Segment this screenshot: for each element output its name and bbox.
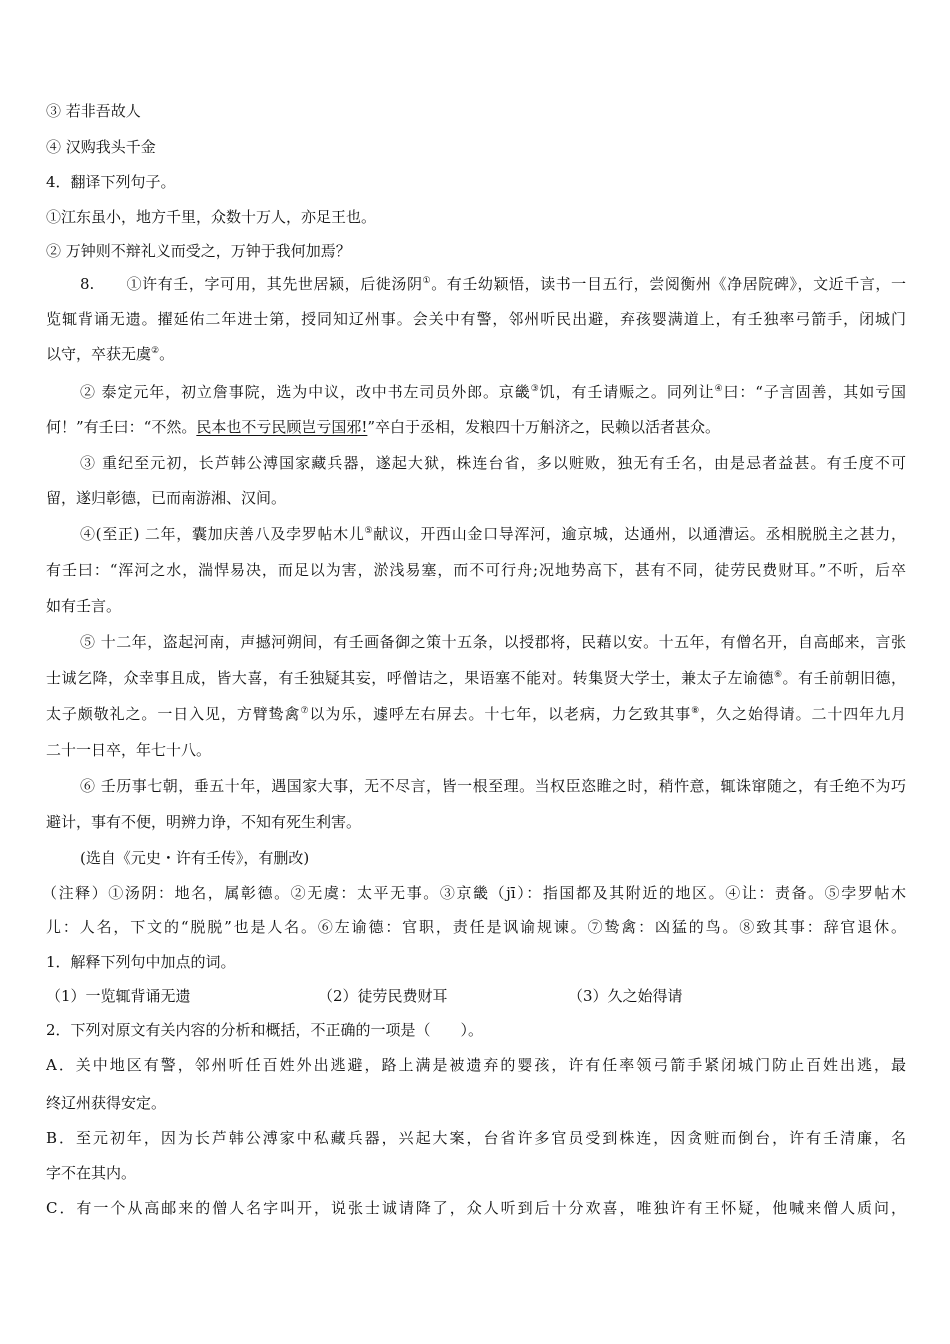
footnote-ref: ⑥ bbox=[773, 670, 783, 680]
passage-p5-line2: 士诚乞降，众幸事且成，皆大喜，有壬独疑其妄，呼僧诘之，果语塞不能对。转集贤大学士，兼太子左谕德⑥。有壬前朝旧德， bbox=[46, 669, 906, 687]
passage-p3-line2: 留，遂归彰德，已而南游湘、汉间。 bbox=[46, 489, 287, 507]
choice-c-line1: C．有一个从高邮来的僧人名字叫开，说张士诚请降了，众人听到后十分欢喜，唯独许有王怀疑，他喊来僧人质问， bbox=[46, 1199, 906, 1217]
footnote-ref: ⑤ bbox=[364, 526, 374, 536]
passage-p1-line1: 8. ①许有壬，字可用，其先世居颍，后徙汤阴①。有壬幼颖悟，读书一目五行，尝阅衡州《净居院碑》，文近千言，一 bbox=[46, 274, 906, 294]
notes-line1: （注释）①汤阴：地名，属彰德。②无虞：太平无事。③京畿（jī）：指国都及其附近的地区。④让：责备。⑤孛罗帖木 bbox=[42, 884, 906, 902]
passage-p2-line1: ② 泰定元年，初立詹事院，选为中议，改中书左司员外郎。京畿③饥，有壬请赈之。同列让④曰：“子言固善，其如亏国 bbox=[80, 383, 906, 401]
notes-line2: 儿：人名，下文的“脱脱”也是人名。⑥左谕德：官职，责任是讽谕规谏。⑦鸷禽：凶猛的鸟。⑧致其事：辞官退休。 bbox=[46, 918, 906, 936]
prev-item-3: ③ 若非吾故人 bbox=[46, 102, 141, 120]
prev-item-4: ④ 汉购我头千金 bbox=[46, 138, 156, 156]
passage-p5-line1: ⑤ 十二年，盗起河南，声撼河朔间，有壬画备御之策十五条，以授郡将，民藉以安。十五年，有僧名开，自高邮来，言张 bbox=[80, 633, 906, 651]
question-4-heading: 4．翻译下列句子。 bbox=[46, 173, 176, 191]
choice-a-line1: A．关中地区有警，邻州听任百姓外出逃避，路上满是被遗弃的婴孩，许有任率领弓箭手紧闭城门防止百姓出逃，最 bbox=[46, 1056, 906, 1074]
passage-p2-line2: 何！”有壬曰：“不然。民本也不亏民顾岂亏国邪!”卒白于丞相，发粮四十万斛济之，民赖以活者甚众。 bbox=[46, 418, 721, 436]
passage-p1-line2: 览辄背诵无遗。擢延佑二年进士第，授同知辽州事。会关中有警，邻州听民出避，弃孩婴满道上，有壬独率弓箭手，闭城门 bbox=[46, 310, 906, 328]
question-4-sentence-1: ①江东虽小，地方千里，众数十万人，亦足王也。 bbox=[46, 208, 377, 226]
footnote-ref: ④ bbox=[714, 384, 724, 394]
question-1-option-1: （1）一览辄背诵无遗 bbox=[46, 987, 191, 1005]
footnote-ref: ③ bbox=[530, 384, 540, 394]
footnote-ref: ⑦ bbox=[300, 706, 310, 716]
passage-number: 8. bbox=[80, 275, 95, 293]
footnote-ref: ⑧ bbox=[691, 706, 701, 716]
passage-p5-line4: 二十一日卒，年七十八。 bbox=[46, 741, 212, 759]
footnote-ref: ① bbox=[422, 276, 432, 286]
choice-a-line2: 终辽州获得安定。 bbox=[46, 1094, 167, 1112]
passage-source: (选自《元史・许有壬传》，有删改) bbox=[80, 849, 310, 867]
passage-p1-line3: 以守，卒获无虞②。 bbox=[46, 345, 175, 363]
passage-p4-line3: 如有壬言。 bbox=[46, 597, 122, 615]
choice-b-line2: 字不在其内。 bbox=[46, 1164, 137, 1182]
passage-p3-line1: ③ 重纪至元初，长芦韩公溥国家藏兵器，遂起大狱，株连台省，多以赃败，独无有壬名，由是忌者益甚。有壬度不可 bbox=[80, 454, 906, 472]
question-2-heading: 2．下列对原文有关内容的分析和概括，不正确的一项是（ ）。 bbox=[46, 1021, 484, 1039]
question-1-option-3: （3）久之始得请 bbox=[568, 987, 683, 1005]
question-1-heading: 1．解释下列句中加点的词。 bbox=[46, 953, 236, 971]
passage-p5-line3: 太子颇敬礼之。一日入见，方臂鸷禽⑦以为乐，遽呼左右屏去。十七年，以老病，力乞致其事⑧，久之始得请。二十四年九月 bbox=[46, 705, 906, 723]
passage-p6-line2: 避计，事有不便，明辨力诤，不知有死生利害。 bbox=[46, 813, 362, 831]
passage-p4-line2: 有壬曰：“浑河之水，湍悍易决，而足以为害，淤浅易塞，而不可行舟;况地势高下，甚有不同，徒劳民费财耳。”不听，后卒 bbox=[46, 561, 906, 579]
passage-p6-line1: ⑥ 壬历事七朝，垂五十年，遇国家大事，无不尽言，皆一根至理。当权臣恣睢之时，稍忤意，辄诛窜随之，有壬绝不为巧 bbox=[80, 777, 906, 795]
choice-b-line1: B．至元初年，因为长芦韩公溥家中私藏兵器，兴起大案，台省许多官员受到株连，因贪赃而倒台，许有壬清廉，名 bbox=[46, 1129, 906, 1147]
passage-p4-line1: ④(至正) 二年，囊加庆善八及孛罗帖木儿⑤献议，开西山金口导浑河，逾京城，达通州，以通漕运。丞相脱脱主之甚力， bbox=[80, 525, 906, 543]
underlined-sentence: 民本也不亏民顾岂亏国邪! bbox=[196, 418, 368, 436]
question-4-sentence-2: ② 万钟则不辩礼义而受之，万钟于我何加焉？ bbox=[46, 242, 351, 260]
footnote-ref: ② bbox=[151, 346, 160, 356]
question-1-option-2: （2）徒劳民费财耳 bbox=[318, 987, 448, 1005]
